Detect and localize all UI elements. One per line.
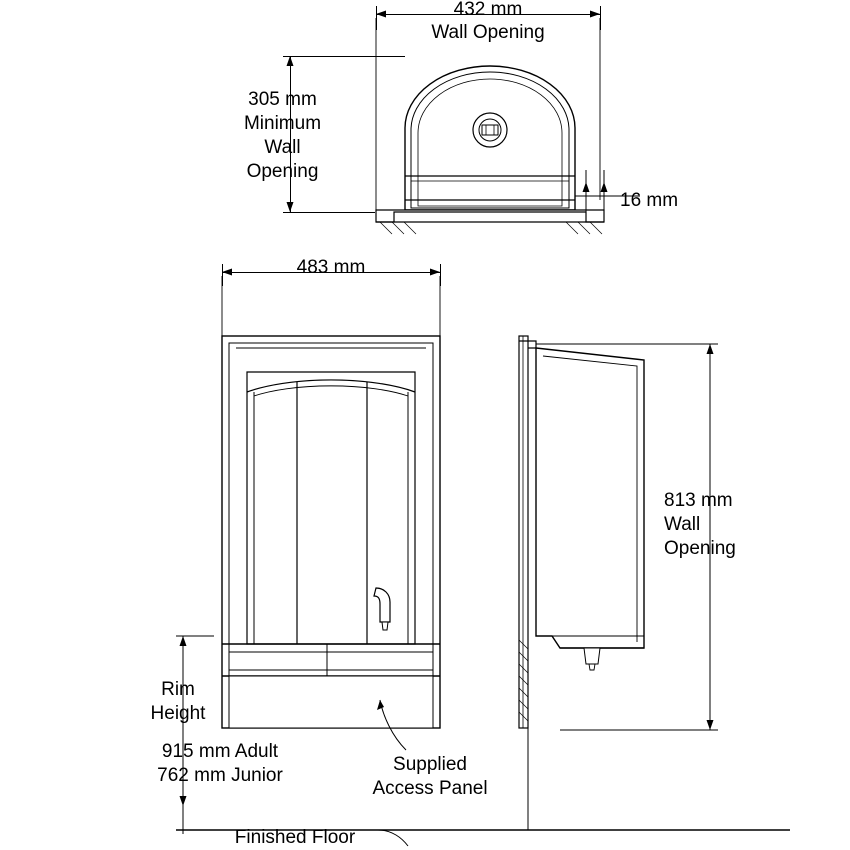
dim-ext-483-left <box>222 264 223 286</box>
dim-305-line4: Opening <box>246 161 319 182</box>
dim-ext-305-leader-top <box>290 56 405 57</box>
dim-305-line2: Minimum <box>243 113 322 134</box>
dim-305-line1: 305 mm <box>248 89 317 110</box>
dim-813-line3: Opening <box>664 538 736 559</box>
dim-ext-305-leader-bottom <box>290 212 375 213</box>
dim-16-value: 16 mm <box>620 190 679 211</box>
dim-305-line3: Wall <box>264 137 301 158</box>
access-panel-line2: Access Panel <box>372 778 488 799</box>
dim-ext-483-right <box>440 264 441 286</box>
dim-813-line2: Wall <box>664 514 701 535</box>
dim-483-value: 483 mm <box>296 257 366 278</box>
dim-ext-432-right <box>600 6 601 30</box>
dim-432-label: Wall Opening <box>431 22 545 43</box>
finished-floor-label: Finished Floor <box>234 827 356 848</box>
rim-height-line2: Height <box>150 703 206 724</box>
dim-813-line1: 813 mm <box>664 490 733 511</box>
rim-height-adult: 915 mm Adult <box>161 741 279 762</box>
rim-height-line1: Rim <box>161 679 195 700</box>
dim-ext-432-left <box>376 6 377 30</box>
rim-height-junior: 762 mm Junior <box>157 765 283 786</box>
access-panel-line1: Supplied <box>393 754 467 775</box>
dim-432-value: 432 mm <box>453 0 523 20</box>
